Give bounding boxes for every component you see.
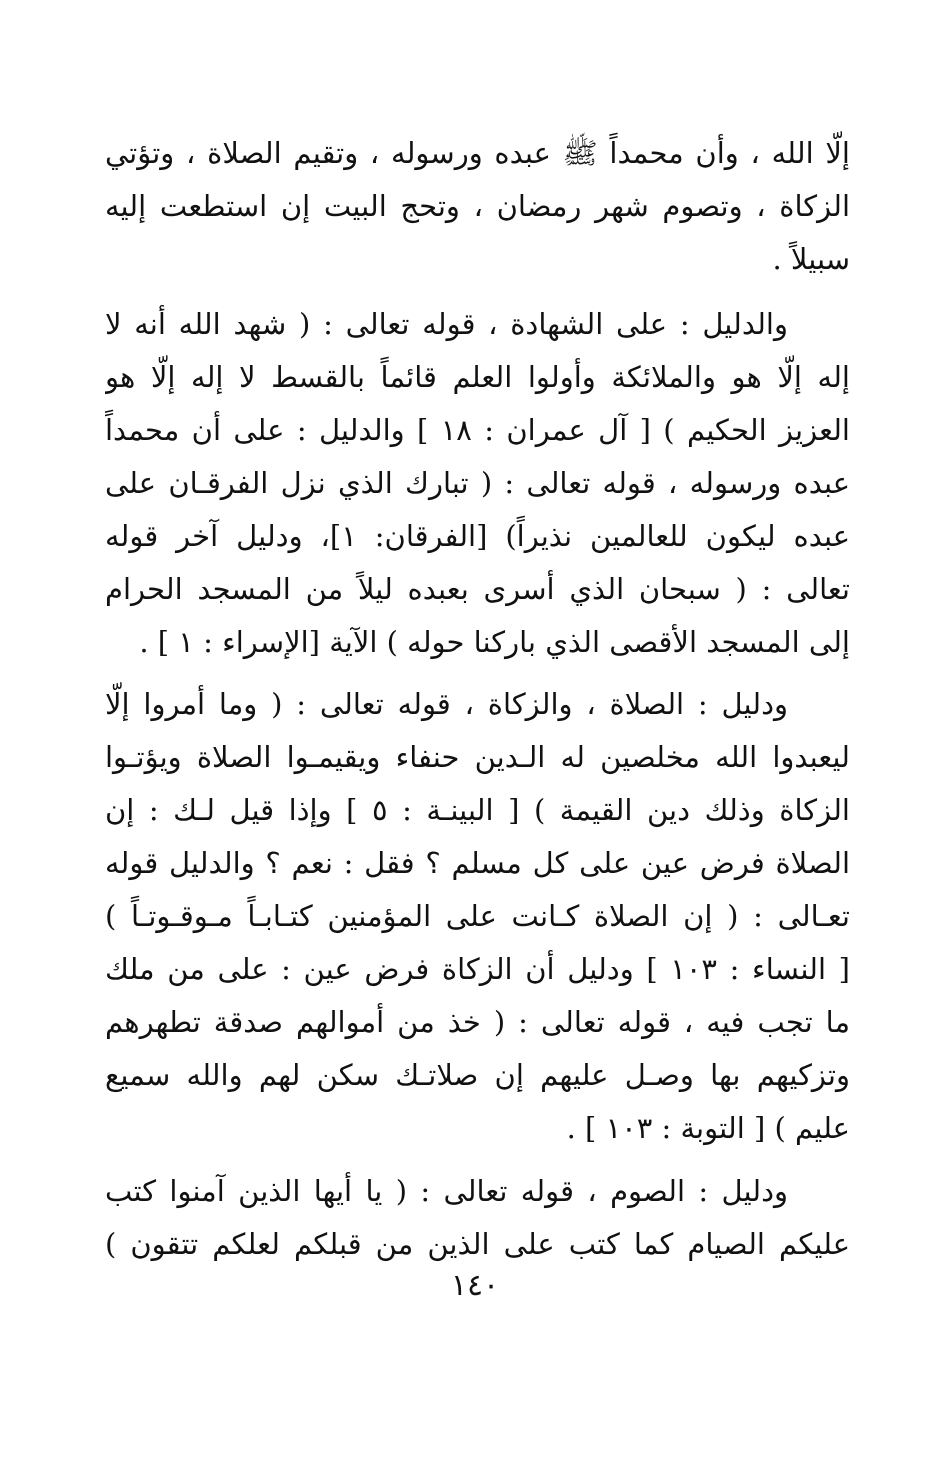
text-line: ودليل : الصلاة ، والزكاة ، قوله تعالى : ( وما أمروا إلّا: [105, 687, 788, 721]
text-line: إلى المسجد الأقصى الذي باركنا حوله ) الآية [الإسراء : ١ ] .: [139, 625, 850, 659]
text-line: [ النساء : ١٠٣ ] ودليل أن الزكاة فرض عين : على من ملك: [105, 952, 850, 986]
paragraph-3: [105, 678, 850, 1155]
text-line: العزيز الحكيم ) [ آل عمران : ١٨ ] والدليل : على أن محمداً: [105, 413, 850, 447]
paragraph-1: [105, 127, 850, 286]
text-line: عليم ) [ التوبة : ١٠٣ ] .: [566, 1111, 850, 1145]
text-line: إلّا الله ، وأن محمداً ﷺ عبده ورسوله ، وتقيم الصلاة ، وتؤتي: [105, 136, 850, 170]
text-line: ما تجب فيه ، قوله تعالى : ( خذ من أموالهم صدقة تطهرهم: [105, 1005, 850, 1039]
text-line: عبده ورسوله ، قوله تعالى : ( تبارك الذي نزل الفرقـان على: [105, 466, 850, 500]
text-line: ودليل : الصوم ، قوله تعالى : ( يا أيها الذين آمنوا كتب: [105, 1174, 788, 1208]
text-line: تعـالى : ( إن الصلاة كـانت على المؤمنين كتـابـاً مـوقـوتـاً ): [105, 899, 850, 933]
text-line: عليكم الصيام كما كتب على الذين من قبلكم لعلكم تتقون ): [105, 1227, 850, 1261]
text-line: الزكاة وذلك دين القيمة ) [ البينـة : ٥ ] وإذا قيل لـك : إن: [105, 793, 850, 827]
text-line: ليعبدوا الله مخلصين له الـدين حنفاء ويقيمـوا الصلاة ويؤتـوا: [105, 740, 850, 774]
text-line: وتزكيهم بها وصـل عليهم إن صلاتـك سكن لهم والله سميع: [105, 1058, 850, 1092]
text-line: الزكاة ، وتصوم شهر رمضان ، وتحج البيت إن استطعت إليه: [105, 189, 850, 223]
paragraph-2: [105, 298, 850, 669]
page-number: ١٤٠: [450, 1268, 500, 1303]
text-line: تعالى : ( سبحان الذي أسرى بعبده ليلاً من المسجد الحرام: [105, 572, 850, 606]
paragraph-4: [105, 1165, 850, 1271]
text-line: الصلاة فرض عين على كل مسلم ؟ فقل : نعم ؟ والدليل قوله: [105, 846, 850, 880]
text-line: إله إلّا هو والملائكة وأولوا العلم قائماً بالقسط لا إله إلّا هو: [105, 360, 850, 394]
text-line: عبده ليكون للعالمين نذيراً) [الفرقان: ١]، ودليل آخر قوله: [105, 519, 850, 553]
text-line: والدليل : على الشهادة ، قوله تعالى : ( شهد الله أنه لا: [105, 307, 788, 341]
text-line: سبيلاً .: [772, 242, 850, 276]
